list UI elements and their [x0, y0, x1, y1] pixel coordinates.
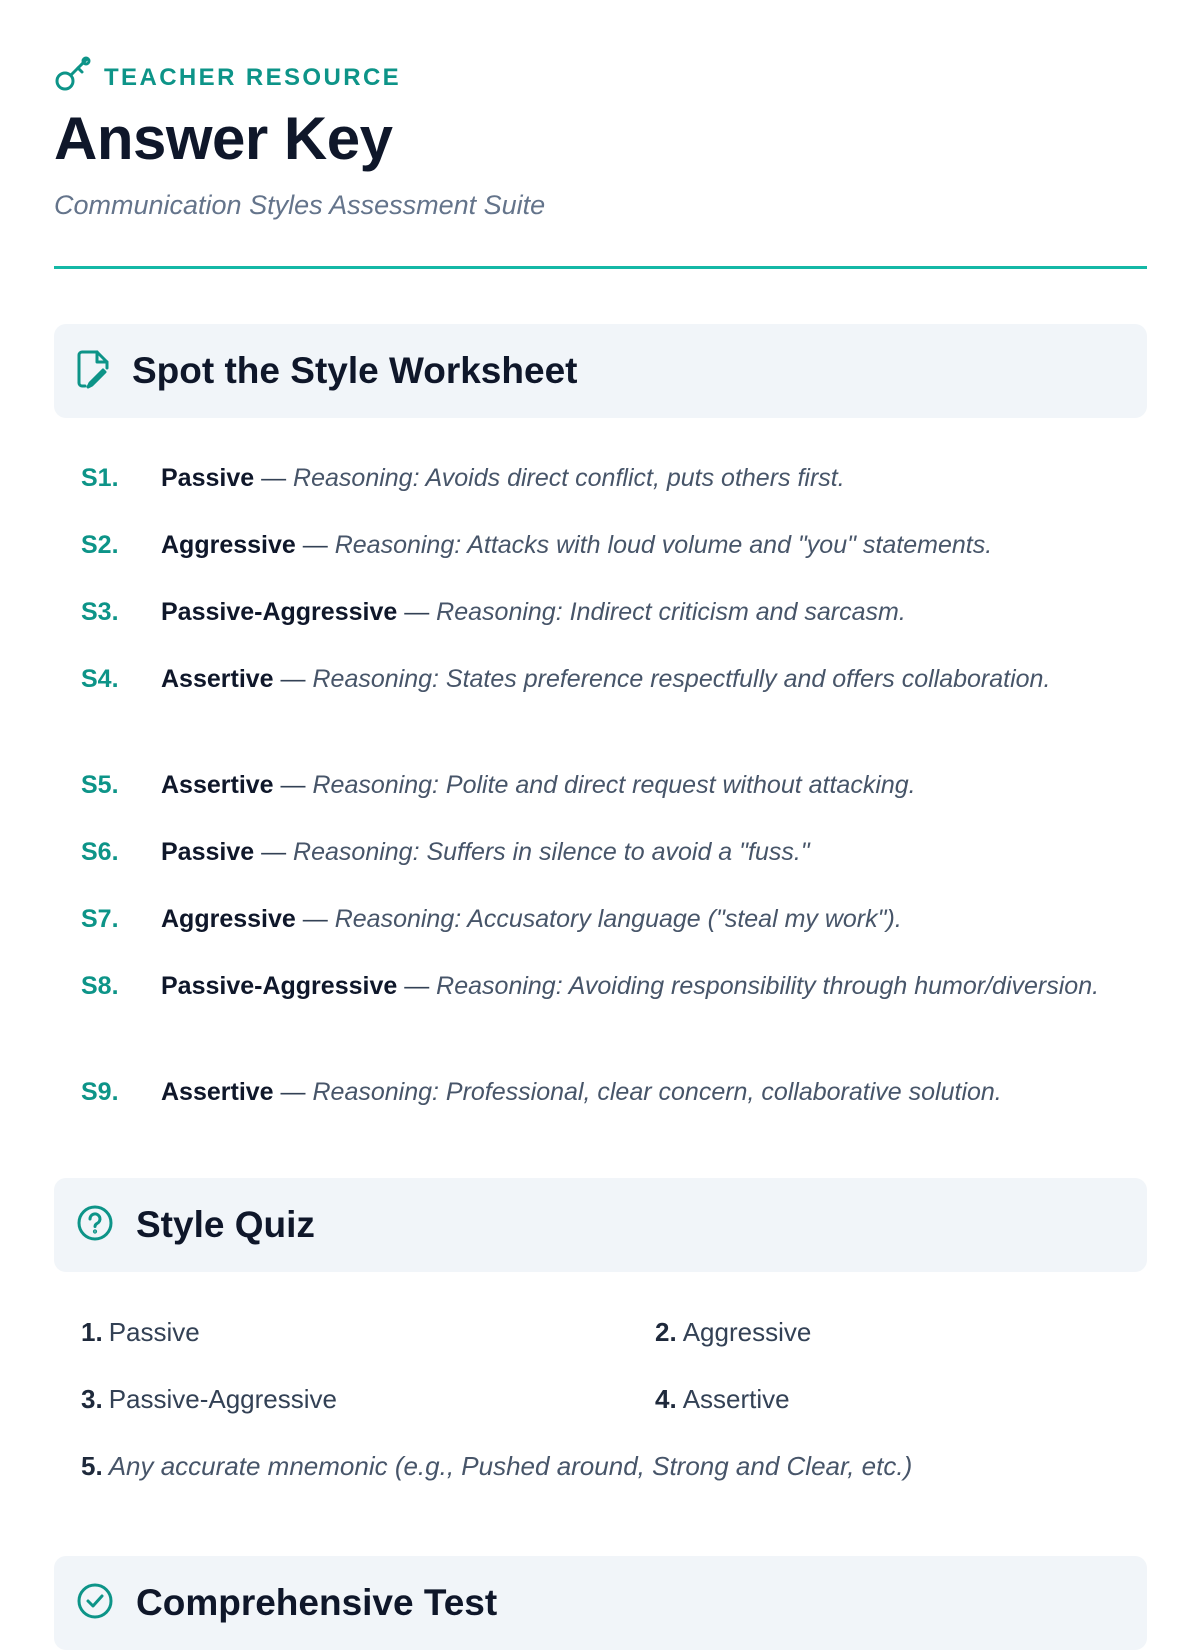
- section-title-test: Comprehensive Test: [136, 1582, 498, 1623]
- answer-style: Aggressive: [161, 531, 296, 559]
- file-edit-icon: [76, 349, 110, 394]
- quiz-number: 5.: [81, 1451, 103, 1481]
- quiz-number: 3.: [81, 1384, 103, 1414]
- answer-style: Passive: [161, 838, 255, 866]
- section-title-quiz: Style Quiz: [136, 1204, 315, 1245]
- header-divider: [54, 266, 1147, 269]
- answer-row: S6. Passive — Reasoning: Suffers in silence to avoid a "fuss.": [81, 832, 1151, 872]
- quiz-answer-text: Any accurate mnemonic (e.g., Pushed around, Strong and Clear, etc.): [108, 1451, 913, 1481]
- section-header-worksheet: [54, 324, 1147, 418]
- answer-row: S5. Assertive — Reasoning: Polite and direct request without attacking.: [81, 765, 1151, 805]
- check-circle-icon: [76, 1582, 114, 1625]
- quiz-number: 2.: [655, 1317, 677, 1347]
- answer-style: Assertive: [161, 665, 274, 693]
- answer-style: Assertive: [161, 1078, 274, 1106]
- answer-number: S5.: [81, 771, 119, 799]
- answer-number: S1.: [81, 464, 119, 492]
- help-circle-icon: [76, 1204, 114, 1247]
- answer-number: S6.: [81, 838, 119, 866]
- answer-style: Passive-Aggressive: [161, 598, 398, 626]
- answer-number: S7.: [81, 905, 119, 933]
- answer-style: Passive: [161, 464, 255, 492]
- quiz-number: 1.: [81, 1317, 103, 1347]
- quiz-answer: [655, 1379, 790, 1419]
- answer-row: S2. Aggressive — Reasoning: Attacks with loud volume and "you" statements.: [81, 525, 1151, 565]
- answer-number: S3.: [81, 598, 119, 626]
- quiz-answer: [655, 1312, 811, 1352]
- answer-reasoning: Reasoning: Attacks with loud volume and "you" statements.: [334, 531, 993, 559]
- key-icon: [54, 56, 92, 99]
- section-header-quiz: [54, 1178, 1147, 1272]
- eyebrow: [54, 56, 401, 99]
- answer-number: S9.: [81, 1078, 119, 1106]
- answer-row: S1. Passive — Reasoning: Avoids direct conflict, puts others first.: [81, 458, 1151, 498]
- answer-number: S2.: [81, 531, 119, 559]
- quiz-answer: [81, 1379, 337, 1419]
- quiz-answer-text: Passive: [108, 1317, 200, 1347]
- answer-reasoning: Reasoning: Avoids direct conflict, puts others first.: [293, 464, 845, 492]
- section-header-test: [54, 1556, 1147, 1650]
- section-title-worksheet: Spot the Style Worksheet: [132, 350, 578, 391]
- answer-reasoning: Reasoning: Indirect criticism and sarcasm.: [436, 598, 906, 626]
- answer-style: Assertive: [161, 771, 274, 799]
- answer-row: S9. Assertive — Reasoning: Professional, clear concern, collaborative solution.: [81, 1072, 1151, 1112]
- answer-row: S8. Passive-Aggressive — Reasoning: Avoiding responsibility through humor/diversion.: [81, 966, 1151, 1006]
- answer-reasoning: Reasoning: Avoiding responsibility through humor/diversion.: [436, 972, 1100, 1000]
- answer-row: S3. Passive-Aggressive — Reasoning: Indirect criticism and sarcasm.: [81, 592, 1151, 632]
- quiz-answer-text: Assertive: [682, 1384, 790, 1414]
- quiz-answer-text: Aggressive: [682, 1317, 812, 1347]
- answer-reasoning: Reasoning: Suffers in silence to avoid a "fuss.": [293, 838, 810, 866]
- answer-row: S7. Aggressive — Reasoning: Accusatory language ("steal my work").: [81, 899, 1151, 939]
- answer-reasoning: Reasoning: Accusatory language ("steal my work").: [334, 905, 902, 933]
- answer-reasoning: Reasoning: Polite and direct request without attacking.: [312, 771, 916, 799]
- answer-reasoning: Reasoning: States preference respectfully and offers collaboration.: [312, 665, 1051, 693]
- quiz-answer-text: Passive-Aggressive: [108, 1384, 337, 1414]
- answer-style: Passive-Aggressive: [161, 972, 398, 1000]
- quiz-answer: [81, 1312, 200, 1352]
- answer-row: S4. Assertive — Reasoning: States preference respectfully and offers collaboration.: [81, 659, 1151, 699]
- page-title: Answer Key: [54, 105, 393, 172]
- answer-style: Aggressive: [161, 905, 296, 933]
- answer-number: S4.: [81, 665, 119, 693]
- page-subtitle: Communication Styles Assessment Suite: [54, 190, 546, 220]
- quiz-answer: [81, 1446, 912, 1486]
- answer-reasoning: Reasoning: Professional, clear concern, collaborative solution.: [312, 1078, 1002, 1106]
- eyebrow-label: TEACHER RESOURCE: [104, 63, 402, 91]
- quiz-number: 4.: [655, 1384, 677, 1414]
- answer-number: S8.: [81, 972, 119, 1000]
